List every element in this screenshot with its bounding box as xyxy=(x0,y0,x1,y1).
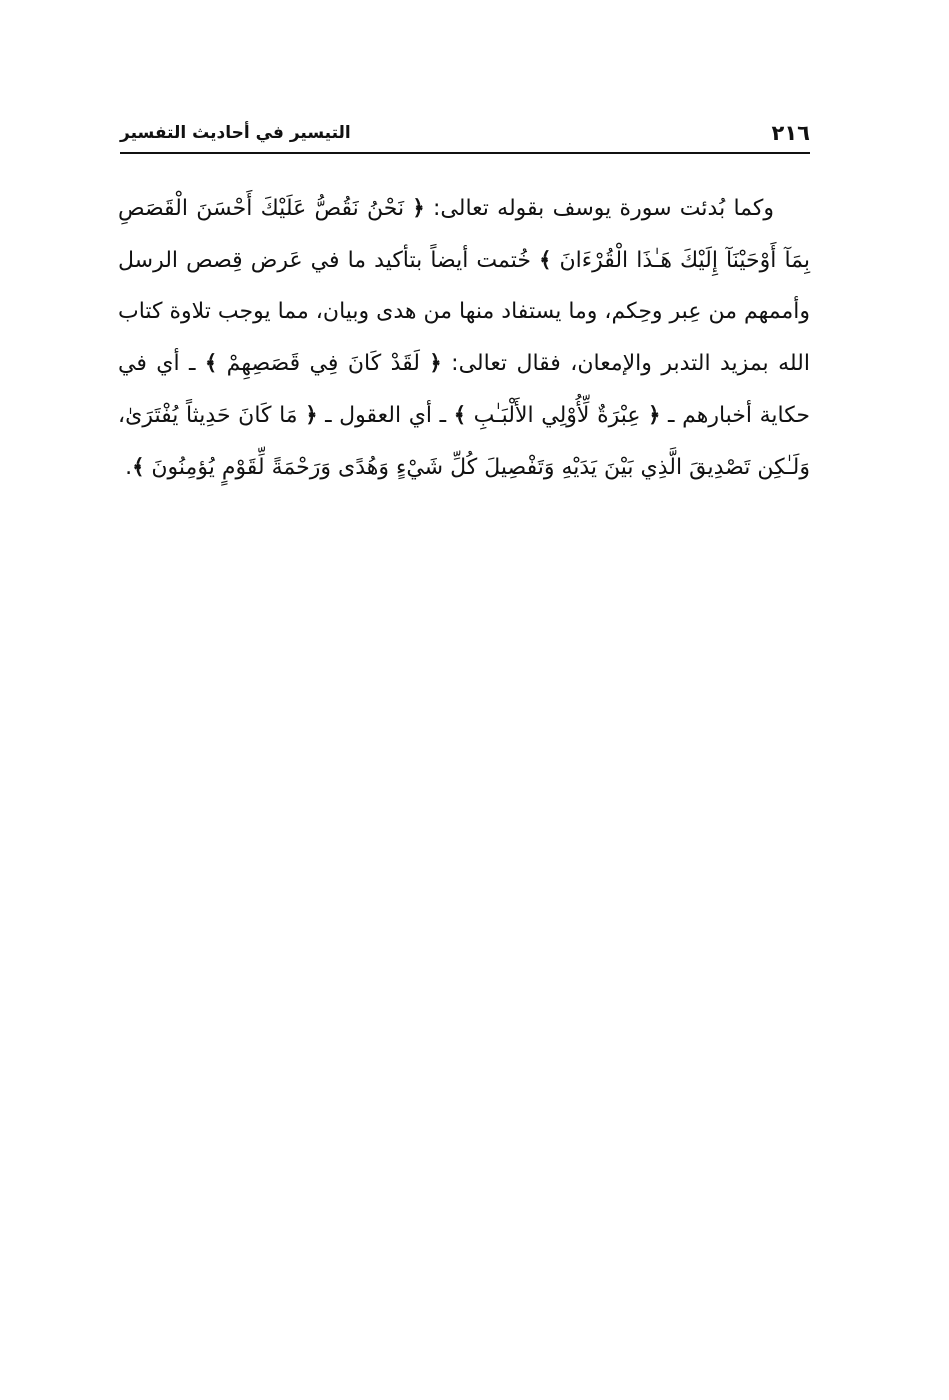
quran-open-bracket: ﴿ xyxy=(305,402,318,427)
text-segment: ـ أي العقول ـ xyxy=(317,403,454,428)
text-segment: ـ أي في حكاية أخبارهم ـ xyxy=(118,351,810,428)
quran-quote: عِبْرَةٌ لِّأُوْلِي الأَلْبَـٰبِ xyxy=(473,403,641,428)
running-title: التيسير في أحاديث التفسير xyxy=(120,123,351,143)
quran-quote: نَحْنُ نَقُصُّ عَلَيْكَ أَحْسَنَ الْقَصَصِ بِمَآ أَوْحَيْنَآ إِلَيْكَ هَـٰذَا الْقُرْءَانَ xyxy=(118,196,810,273)
quran-close-bracket: ﴾ xyxy=(539,247,552,272)
text-segment: خُتمت أيضاً بتأكيد ما في عَرض قِصص الرسل وأممهم من عِبر وحِكم، وما يستفاد منها من هدى وبيان، مما يوجب تلاوة كتاب الله بمزيد التدبر والإمعان، فقال تعالى: xyxy=(118,248,810,376)
quran-quote: مَا كَانَ حَدِيثاً يُفْتَرَىٰ، وَلَـٰكِن تَصْدِيقَ الَّذِي بَيْنَ يَدَيْهِ وَتَفْصِيلَ كُلِّ شَيْءٍ وَهُدًى وَرَحْمَةً لِّقَوْمٍ يُؤمِنُونَ xyxy=(118,403,810,480)
quran-open-bracket: ﴿ xyxy=(429,350,442,375)
page-header xyxy=(120,118,810,154)
quran-close-bracket: ﴾ xyxy=(453,402,466,427)
header-rule xyxy=(120,152,810,154)
text-segment: . xyxy=(125,455,133,480)
quran-close-bracket: ﴾ xyxy=(132,454,145,479)
quran-close-bracket: ﴾ xyxy=(204,350,218,375)
quran-quote: لَقَدْ كَانَ فِي قَصَصِهِمْ xyxy=(226,351,420,376)
body-text xyxy=(118,182,810,493)
paragraph xyxy=(118,182,810,493)
page-number: ٢١٦ xyxy=(771,121,810,145)
quran-open-bracket: ﴿ xyxy=(412,195,425,220)
quran-open-bracket: ﴿ xyxy=(648,402,661,427)
text-segment: وكما بُدئت سورة يوسف بقوله تعالى: xyxy=(424,196,775,221)
